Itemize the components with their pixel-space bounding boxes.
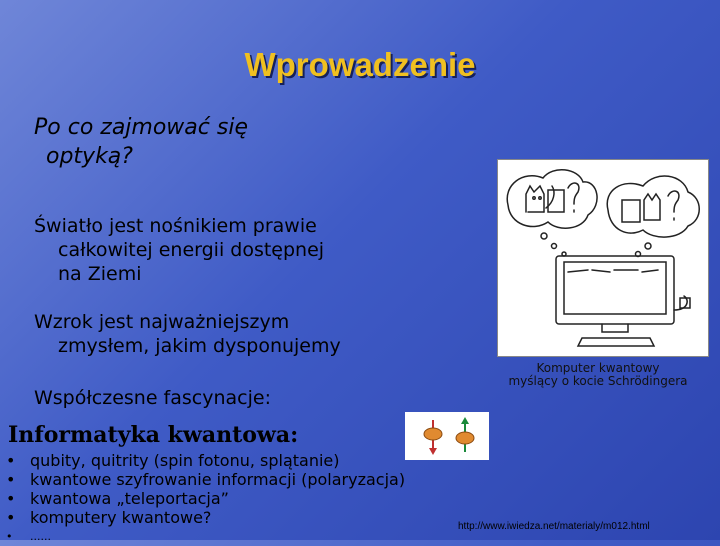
- paragraph-light-energy: [34, 214, 324, 286]
- list-item: • kwantowa „teleportacja”: [0, 489, 405, 508]
- list-item: • kwantowe szyfrowanie informacji (polaryzacja): [0, 470, 405, 489]
- list-item: • komputery kwantowe?: [0, 508, 405, 527]
- list-item: • ......: [0, 527, 405, 546]
- subtitle-line-1: Po co zajmować się: [34, 115, 248, 140]
- paragraph-line: na Ziemi: [58, 263, 142, 285]
- caption-line-2: myślący o kocie Schrödingera: [508, 374, 688, 388]
- cartoon-caption: [480, 362, 716, 388]
- subtitle-line-2: optyką?: [46, 144, 133, 169]
- paragraph-line: zmysłem, jakim dysponujemy: [58, 335, 341, 357]
- paragraph-line: Światło jest nośnikiem prawie: [34, 215, 317, 237]
- source-url: http://www.iwiedza.net/materialy/m012.html: [458, 521, 650, 532]
- quantum-computer-cartoon: [497, 159, 709, 357]
- list-item: • qubity, quitrity (spin fotonu, splątanie): [0, 451, 405, 470]
- spin-illustration: [405, 412, 489, 460]
- spin-drawing: [405, 412, 489, 460]
- section-title: Informatyka kwantowa:: [8, 422, 299, 448]
- paragraph-vision: [34, 310, 341, 358]
- paragraph-fascinations: [34, 386, 271, 410]
- cartoon-drawing: [498, 160, 708, 356]
- slide-title: Wprowadzenie: [244, 46, 476, 83]
- paragraph-line: Współczesne fascynacje:: [34, 387, 271, 409]
- slide-subtitle: [34, 113, 364, 171]
- caption-line-1: Komputer kwantowy: [536, 361, 660, 375]
- paragraph-line: całkowitej energii dostępnej: [58, 239, 325, 261]
- paragraph-line: Wzrok jest najważniejszym: [34, 311, 290, 333]
- bullet-list: [0, 451, 405, 546]
